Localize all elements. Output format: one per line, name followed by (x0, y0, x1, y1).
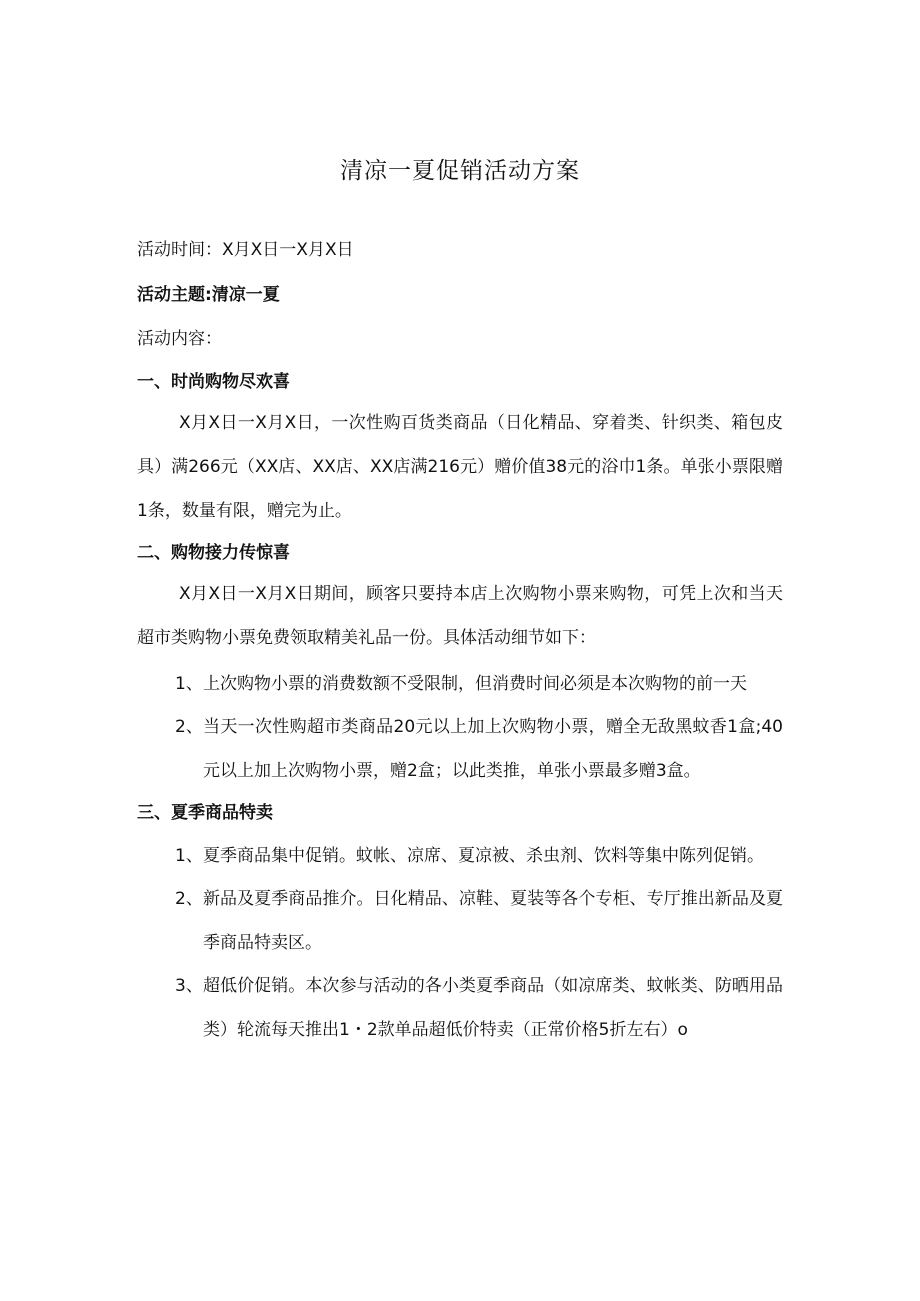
list-item-number: 1、 (175, 846, 203, 866)
list-item-text: 新品及夏季商品推介。日化精品、凉鞋、夏装等各个专柜、专厅推出新品及夏季商品特卖区。 (203, 889, 783, 953)
list-item (175, 662, 783, 706)
list-item-text: 当天一次性购超市类商品20元以上加上次购物小票，赠全无敌黑蚊香1盒;40元以上加上次购物小票，赠2盒；以此类推，单张小票最多赠3盒。 (203, 717, 783, 781)
list-item (175, 877, 783, 965)
list-item-number: 2、 (175, 889, 203, 909)
section-paragraph: X月X日一X月X日期间，顾客只要持本店上次购物小票来购物，可凭上次和当天超市类购物小票免费领取精美礼品一份。具体活动细节如下： (137, 584, 783, 648)
list-item (175, 705, 783, 793)
section-paragraph: X月X日一X月X日，一次性购百货类商品（日化精品、穿着类、针织类、箱包皮具）满266元（XX店、XX店、XX店满216元）赠价值38元的浴巾1条。单张小票限赠1条，数量有限，赠完为止。 (137, 413, 783, 521)
list-item-number: 3、 (175, 976, 203, 996)
page-title: 清凉一夏促销活动方案 (340, 158, 580, 184)
list-item-text: 上次购物小票的消费数额不受限制，但消费时间必须是本次购物的前一天 (203, 674, 747, 694)
list-item-text: 超低价促销。本次参与活动的各小类夏季商品（如凉席类、蚊帐类、防晒用品类）轮流每天推出1・2款单品超低价特卖（正常价格5折左右）o (203, 976, 783, 1040)
list-item (175, 834, 783, 878)
activity-content-label: 活动内容： (137, 329, 222, 349)
activity-theme: 活动主题:清凉一夏 (137, 285, 280, 305)
list-item (175, 964, 783, 1052)
activity-time: 活动时间：X月X日一X月X日 (137, 240, 354, 260)
list-item-number: 1、 (175, 674, 203, 694)
section-heading: 二、购物接力传惊喜 (137, 543, 290, 563)
list-item-text: 夏季商品集中促销。蚊帐、凉席、夏凉被、杀虫剂、饮料等集中陈列促销。 (203, 846, 764, 866)
list-item-number: 2、 (175, 717, 203, 737)
section-heading: 一、时尚购物尽欢喜 (137, 372, 290, 392)
section-heading: 三、夏季商品特卖 (137, 803, 273, 823)
